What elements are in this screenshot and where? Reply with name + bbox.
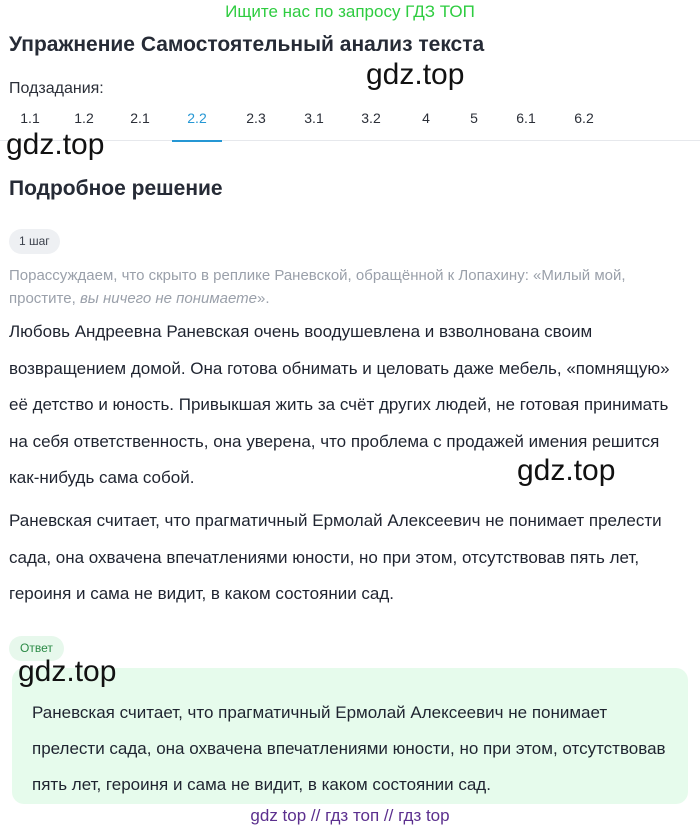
solution-paragraph: Раневская считает, что прагматичный Ермолай Алексеевич не понимает прелести сада, она охвачена впечатлениями юности, но при этом, отсутствовав пять лет, героиня и сама не видит, в каком состоянии сад. (9, 511, 662, 603)
tab-5[interactable]: 5 (470, 110, 478, 126)
watermark: gdz.top (6, 128, 105, 161)
hint-quote: вы ничего не понимаете (79, 290, 258, 307)
answer-text: Раневская считает, что прагматичный Ермолай Алексеевич не понимает прелести сада, она охвачена впечатлениями юности, но при этом, отсутствовав пять лет, героиня и сама не видит, в каком состоянии сад. (32, 703, 666, 794)
subtask-tabs (0, 103, 700, 141)
exercise-title: Упражнение Самостоятельный анализ текста (9, 33, 485, 56)
step-badge: 1 шаг (9, 229, 60, 254)
promo-banner[interactable]: Ищите нас по запросу ГДЗ ТОП (225, 2, 475, 21)
tab-3-2[interactable]: 3.2 (361, 110, 381, 126)
watermark: gdz.top (517, 454, 616, 487)
watermark: gdz.top (366, 58, 465, 91)
answer-badge: Ответ (9, 636, 64, 661)
solution-title: Подробное решение (9, 177, 223, 200)
footer-links[interactable]: gdz top // гдз топ // гдз top (250, 806, 450, 825)
tab-1-2[interactable]: 1.2 (74, 110, 94, 126)
watermark: gdz.top (18, 655, 117, 688)
tab-4[interactable]: 4 (422, 110, 430, 126)
tab-1-1[interactable]: 1.1 (20, 110, 40, 126)
tab-2-1[interactable]: 2.1 (130, 110, 150, 126)
solution-paragraph: Любовь Андреевна Раневская очень воодушевлена и взволнована своим возвращением домой. Она готова обнимать и целовать даже мебель, «помнящую» её детство и юность. Привыкшая жить за счёт других людей, не готовая принимать на себя ответственность, она уверена, что проблема с продажей имения решится как-нибудь сама собой. (9, 322, 670, 487)
hint-text: Порассуждаем, что скрыто в реплике Раневской, обращённой к Лопахину: «Милый мой, простите, вы ничего не понимаете». (9, 267, 626, 307)
subtasks-label: Подзадания: (9, 80, 104, 97)
tab-3-1[interactable]: 3.1 (304, 110, 324, 126)
active-tab-indicator (172, 140, 222, 142)
tab-2-3[interactable]: 2.3 (246, 110, 266, 126)
tab-2-2[interactable]: 2.2 (172, 110, 222, 141)
tab-6-2[interactable]: 6.2 (574, 110, 594, 126)
tab-6-1[interactable]: 6.1 (516, 110, 536, 126)
